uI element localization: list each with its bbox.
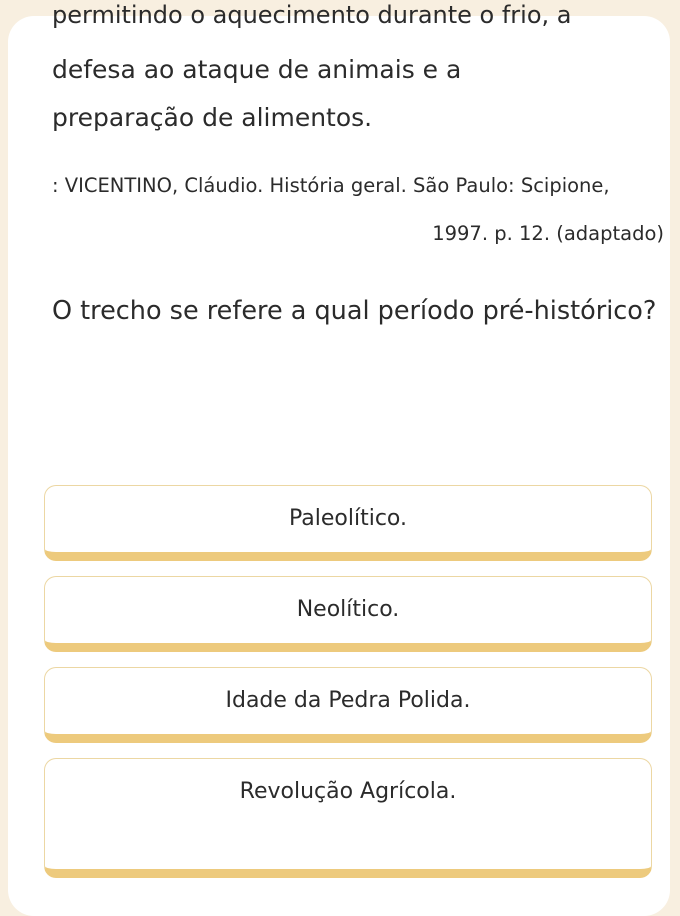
passage-line: defesa ao ataque de animais e a <box>52 55 462 84</box>
source-line: 1997. p. 12. (adaptado) <box>432 222 664 245</box>
answer-option-paleolitico[interactable] <box>44 485 652 561</box>
source-line: : VICENTINO, Cláudio. História geral. São Paulo: Scipione, <box>52 174 610 197</box>
answer-option-label: Paleolítico. <box>289 506 407 531</box>
passage-cut-line <box>52 1 652 34</box>
answer-option-label: Neolítico. <box>296 597 400 622</box>
answer-option-revolucao-agricola[interactable] <box>44 758 652 878</box>
source-citation <box>52 162 664 258</box>
passage-cut-line-text: permitindo o aquecimento durante o frio, a <box>52 1 572 29</box>
answer-option-label: Idade da Pedra Polida. <box>225 688 471 713</box>
answer-option-idade-da-pedra-polida[interactable] <box>44 667 652 743</box>
passage-line: preparação de alimentos. <box>52 103 373 132</box>
question-prompt: O trecho se refere a qual período pré-histórico? <box>52 296 657 326</box>
answer-option-label: Revolução Agrícola. <box>239 779 457 804</box>
passage-text <box>52 46 652 142</box>
answer-option-neolitico[interactable] <box>44 576 652 652</box>
answer-options <box>44 485 652 893</box>
